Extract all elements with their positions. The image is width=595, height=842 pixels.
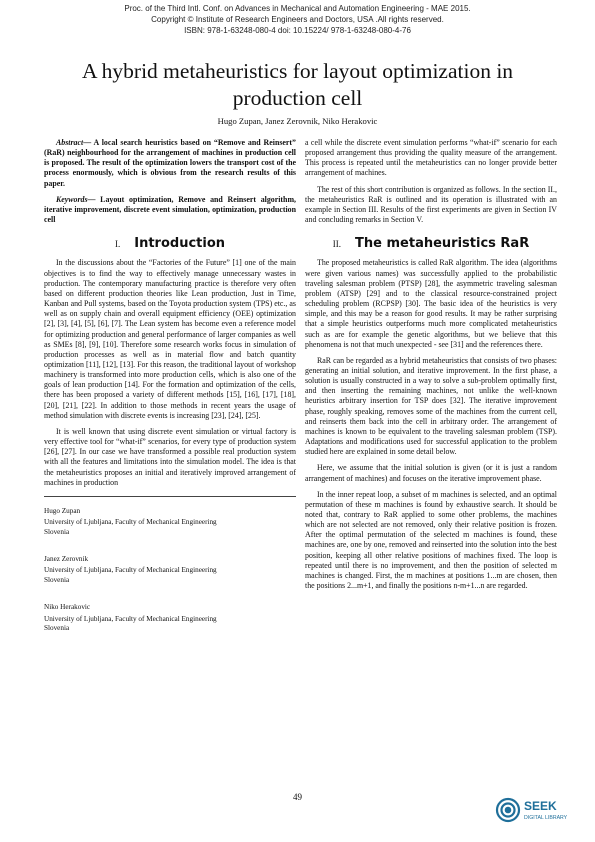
author-affiliation — [44, 555, 296, 585]
paper-title: A hybrid metaheuristics for layout optimization in production cell — [81, 59, 514, 110]
abstract-label: Abstract — [56, 138, 84, 147]
intro-continuation: a cell while the discrete event simulation performs “what-if” scenario for each proposed arrangement thus providing the quality measure of the arrangement. This process is repeated until the metaheuristics can no longer provide better arrangement of machines. — [305, 138, 557, 178]
affiliation-org: University of Ljubljana, Faculty of Mechanical Engineering — [44, 518, 217, 527]
logo-name: SEEK — [524, 799, 557, 813]
abstract — [44, 138, 296, 189]
affiliation-name: Niko Herakovic — [44, 603, 91, 612]
intro-paragraph: The rest of this short contribution is organized as follows. In the section II., the metaheuristics RaR is outlined and its operation is illustrated with an example in Section III. Results of the first experiments are given in Section IV and concluding remarks in Section V. — [305, 184, 557, 225]
header-line-2: Copyright © Institute of Research Engineers and Doctors, USA .All rights reserved. — [151, 15, 444, 24]
logo-subtitle: DIGITAL LIBRARY — [524, 815, 568, 821]
affiliation-country: Slovenia — [44, 624, 70, 633]
abstract-text: — A local search heuristics based on “Remove and Reinsert” (RaR) neighbourhood for the arrangement of machines in production cell is proposed. The result of the optimization lowers the transport cost of the process enormously, which is obvious from the research results of this paper. — [44, 138, 296, 188]
seek-logo-icon — [497, 799, 519, 821]
page-number: 49 — [293, 792, 302, 802]
section-heading-rar — [305, 236, 557, 252]
section-heading-introduction — [44, 236, 296, 252]
rar-paragraph: The proposed metaheuristics is called RaR algorithm. The idea (algorithms were given various names) was successfully applied to the probabilistic traveling salesman problem (PTSP) [28], the asymmetric traveling salesman problem (ATSP) [29] and to the classical resource-constrained project scheduling problem (RCPSP) [30]. The basic idea of the heuristics is very simple, and this may be a reason for good results. It may be rather surprising that a simple heuristics outperforms much more complicated metaheuristics such as are for example the genetic algorithms, but we believe that this phenomena is not that much unexpected - see [31] and the references there. — [305, 258, 557, 349]
rar-paragraph: In the inner repeat loop, a subset of m machines is selected, and an optimal permutation of these m machines is found by exhaustive search. It should be noted that, contrary to RaR applied to some other problems, the machines which are not selected are not removed, only their relative position is frozen. After the optimal permutation of the selected m machines is found, these machines are, one by one, removed and reinserted into the solution into the best position, keeping all other relative positions of machines fixed. The loop is repeated until there is no improvement, and then the position of selected m machines is changed. First, the m machines at positions 1...m are chosen, then the positions 2...m+1, and finally the positions n-m+1...n are regarded. — [305, 489, 557, 591]
section-title: Introduction — [134, 236, 226, 252]
author-affiliation — [44, 507, 296, 537]
header-line-1: Proc. of the Third Intl. Conf. on Advances in Mechanical and Automation Engineering - MAE 2015. — [124, 4, 471, 13]
section-title: The metaheuristics RaR — [355, 236, 530, 252]
affiliation-country: Slovenia — [44, 575, 70, 584]
affiliation-country: Slovenia — [44, 527, 70, 536]
affiliation-name: Janez Zerovnik — [44, 555, 89, 564]
header-line-3: ISBN: 978-1-63248-080-4 doi: 10.15224/ 978-1-63248-080-4-76 — [184, 26, 411, 35]
author-affiliation — [44, 603, 296, 633]
intro-paragraph: In the discussions about the “Factories of the Future” [1] one of the main objectives is to find the way to effectively manage unnecessary wastes in production. The contemporary manufacturing practice is therefore very often based on different production theories like Lean production, Just in Time, Kanban and Pull systems, based on the Toyota production system (TPS) etc., as well as on supply chain and overall equipment efficiency (OEE) optimization [2], [3], [4], [5], [6], [7]. The Lean system has become even a reference model for optimizing production and general performance of larger companies as well as SMEs [8], [9], [10]. Therefore some research works focus in simulation of production processes as well as in material flow and batch quantity optimization [11], [12], [13]. For this reason, the traditional layout of workshop machinery is transformed into more production cells, which is also one of the goals of lean production [14]. For the formation and optimization of the cells, there has been proposed a variety of different methods [15], [16], [17], [18], [20], [21], [22]. In addition to those methods in recent years the usage of method simulation with discrete events is increasing [23], [24], [25]. — [44, 258, 296, 420]
author-list: Hugo Zupan, Janez Zerovnik, Niko Herakovic — [217, 116, 378, 126]
section-number: II. — [332, 239, 342, 250]
left-column — [44, 138, 296, 652]
intro-paragraph: It is well known that using discrete event simulation or virtual factory is very effective tool for “what-if” scenarios, for every type of production system [26], [27]. In our case we have transformed a possible real production system with all the features and limitations into the simulation model. The idea is that the metaheuristics proposes an initial and iteratively improved arrangement of machines in production — [44, 426, 296, 487]
affiliation-name: Hugo Zupan — [44, 506, 81, 515]
footnote-divider — [44, 496, 296, 497]
section-number: I. — [114, 239, 121, 250]
affiliation-org: University of Ljubljana, Faculty of Mechanical Engineering — [44, 566, 217, 575]
keywords-label: Keywords— — [56, 194, 96, 204]
affiliation-org: University of Ljubljana, Faculty of Mechanical Engineering — [44, 614, 217, 623]
rar-paragraph: Here, we assume that the initial solution is given (or it is just a random arrangement of machines) and focuses on the iterative improvement phase. — [305, 463, 557, 483]
proceedings-header — [0, 3, 595, 36]
right-column — [305, 138, 557, 597]
keywords — [44, 195, 296, 225]
rar-paragraph: RaR can be regarded as a hybrid metaheuristics that consists of two phases: generating an initial solution, and iterative improvement. In the first phase, a solution is usually constructed in a way to solve a sub-problem optimally first, and then inserting the remaining machines, not unlike the well-known heuristics arbitrary insertion for TSP does [32]. The iterative improvement phase, roughly speaking, removes some of the machines from the current cell, and reinserts them back into the cell in arbitrary order. The arrangement of machines is known to be equivalent to the traveling salesman problem (TSP). Adaptations and modifications used for successful application to the problem studied here are explained in some detail below. — [305, 355, 557, 457]
keywords-text: Layout optimization, Remove and Reinsert algorithm, iterative improvement, discrete event simulation, optimization, production cell — [44, 194, 296, 225]
seek-logo — [494, 793, 574, 827]
